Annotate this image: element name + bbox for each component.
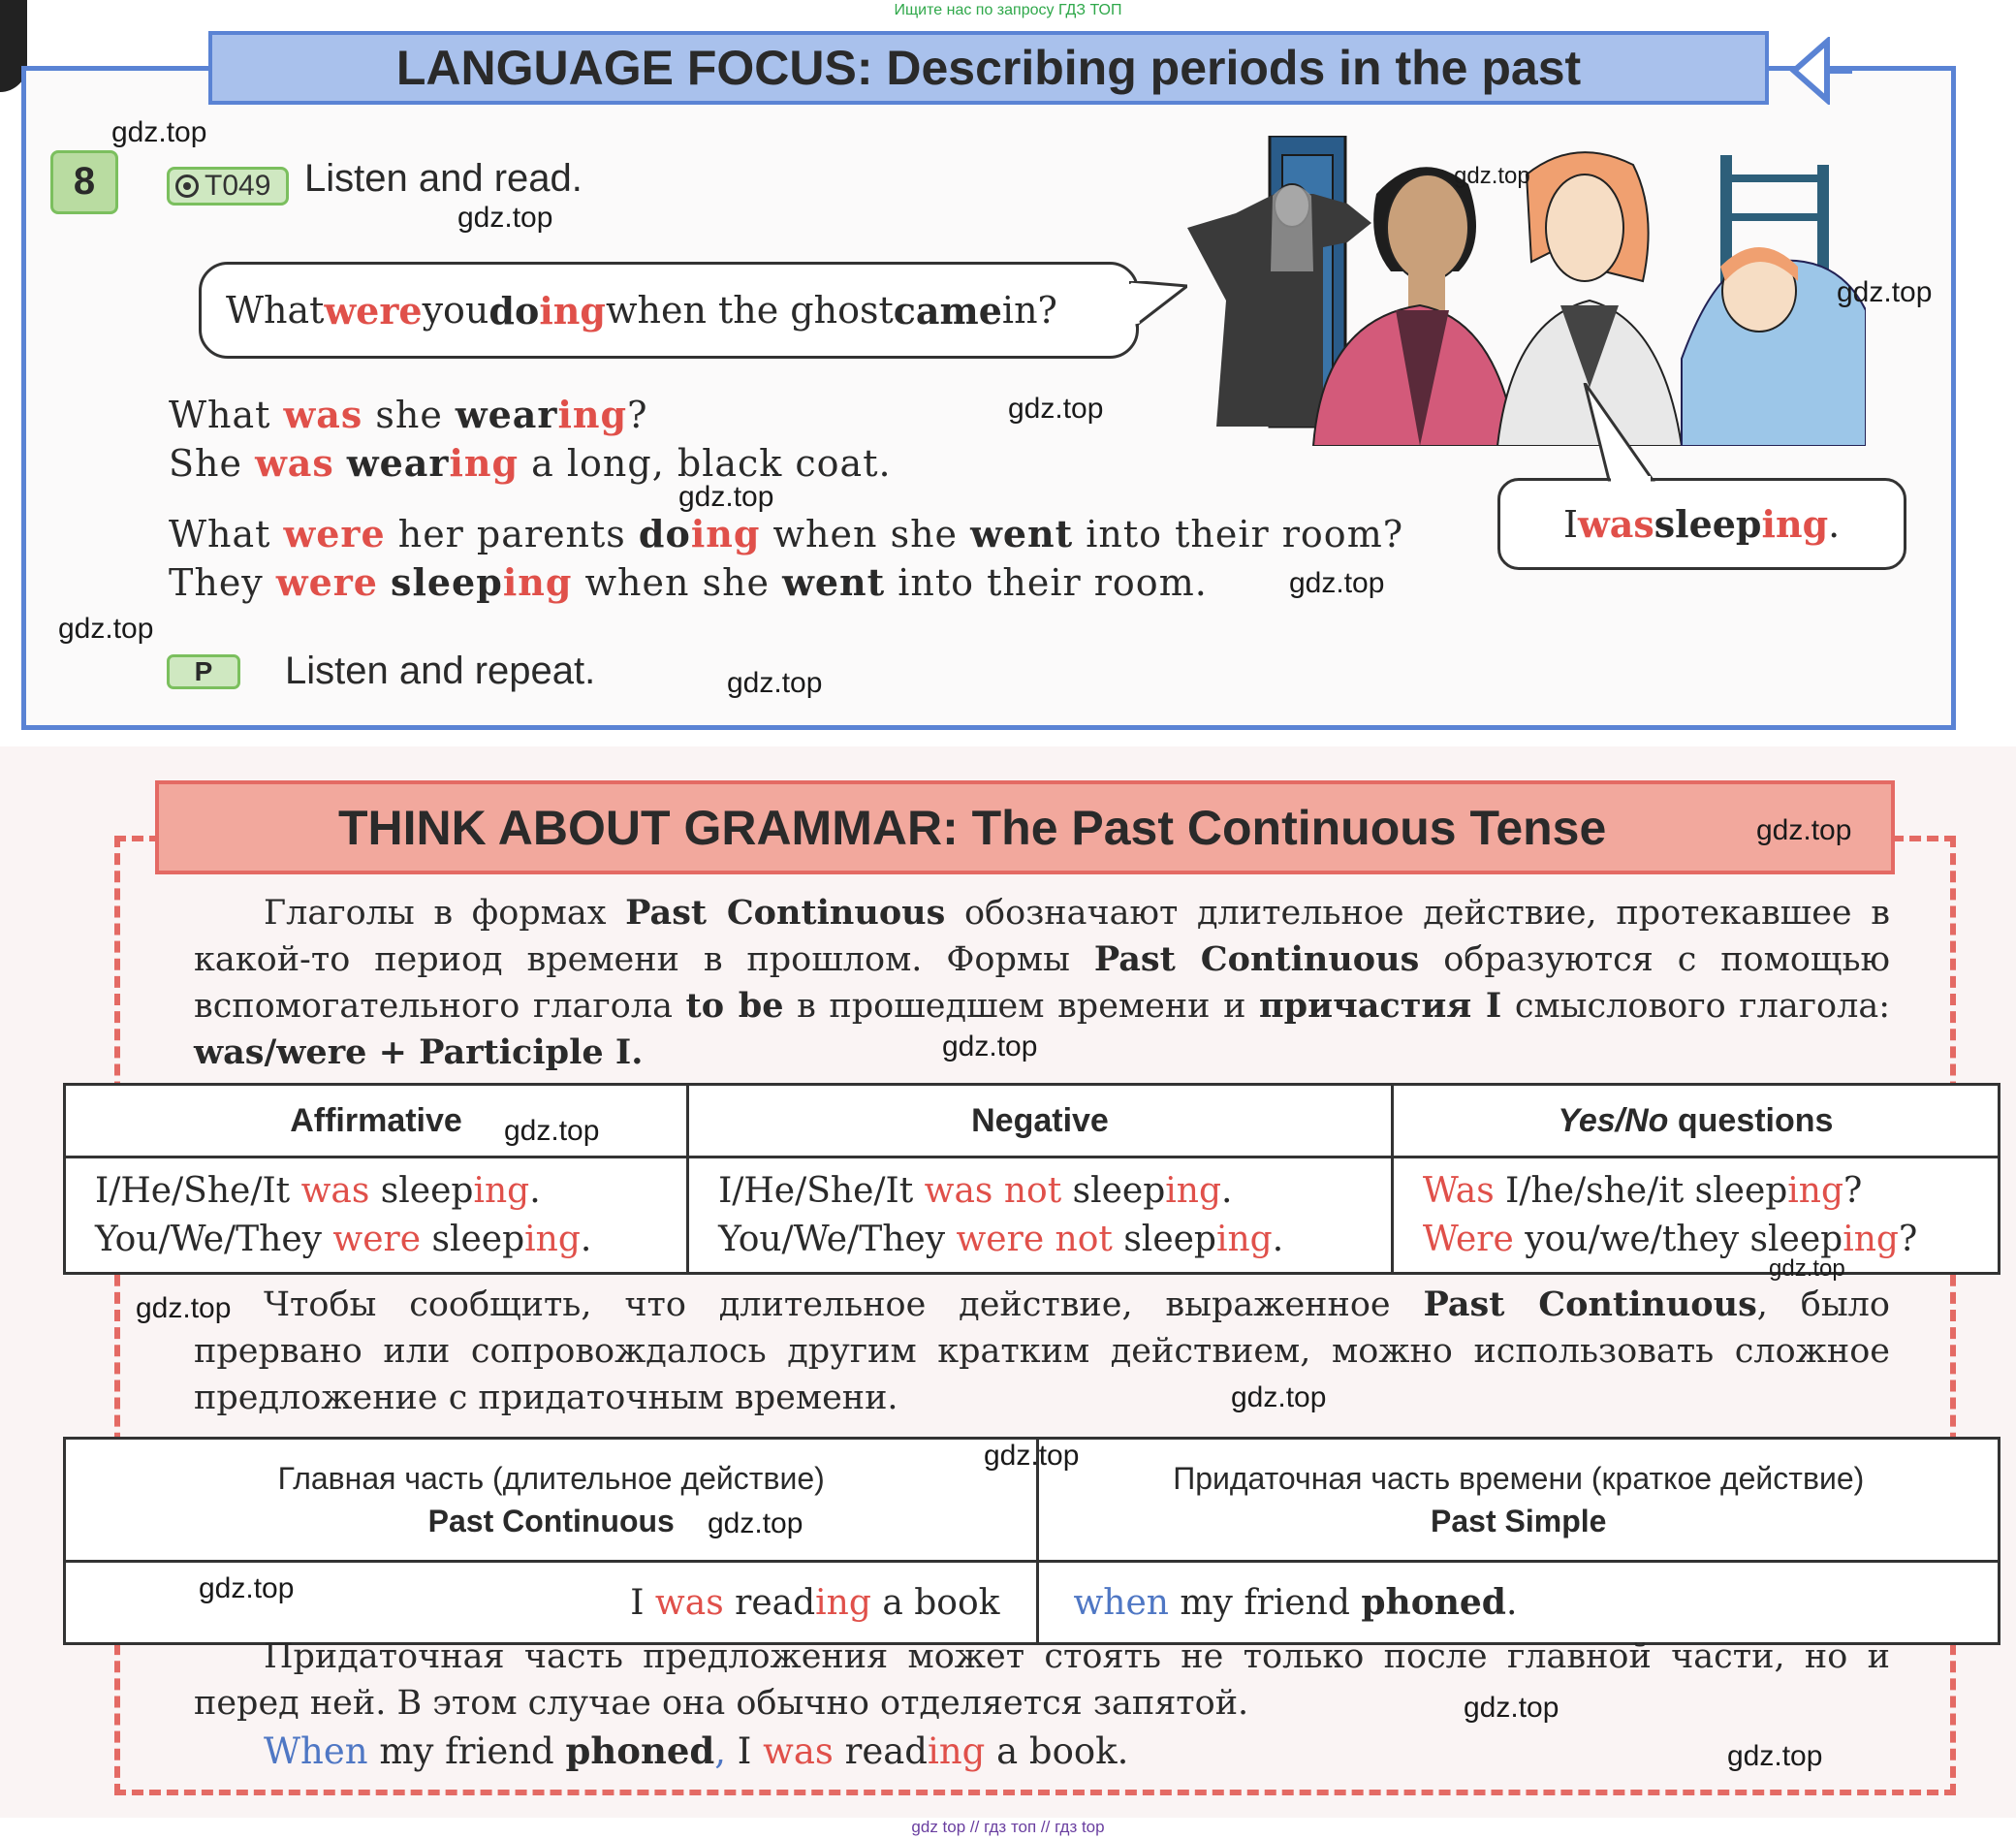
watermark: gdz.top [942, 1030, 1038, 1062]
text: when she [572, 561, 783, 604]
text-bold: sleep [1654, 502, 1762, 546]
watermark: gdz.top [727, 667, 823, 699]
text [378, 561, 391, 604]
text: I [1563, 502, 1579, 546]
watermark: gdz.top [1756, 814, 1852, 846]
top-banner: Ищите нас по запросу ГДЗ ТОП [894, 2, 1122, 18]
text [334, 442, 347, 485]
pronunciation-button[interactable]: P [167, 654, 240, 689]
text: . [1505, 1583, 1518, 1623]
audio-disc-icon [175, 174, 199, 198]
watermark: gdz.top [1454, 163, 1530, 189]
text-bold: do [638, 512, 691, 555]
watermark: gdz.top [111, 116, 207, 148]
audio-track-button[interactable] [167, 167, 289, 206]
text-highlight: were [275, 560, 378, 604]
main-clause-label: Главная часть (длительное действие) [277, 1461, 825, 1496]
text: when the ghost [605, 289, 894, 332]
text: в прошедшем времени и [783, 987, 1260, 1026]
text-highlight: was [300, 1170, 370, 1211]
text: . [529, 1170, 541, 1211]
text: What [169, 394, 284, 436]
affirmative-cell [65, 1157, 688, 1274]
text: You/We/They [718, 1219, 957, 1259]
text-highlight: ing [815, 1582, 871, 1623]
text-highlight: When [264, 1730, 368, 1772]
text: read [833, 1730, 928, 1772]
text: sleep [421, 1219, 525, 1259]
text: questions [1668, 1101, 1834, 1139]
text: into their room. [885, 561, 1208, 604]
text-highlight: ing [524, 1219, 581, 1259]
language-focus-title-bar [208, 31, 1769, 105]
text-highlight: were [332, 1219, 422, 1259]
example-line-3 [169, 512, 1403, 555]
text: . [580, 1219, 592, 1259]
text: sleep [1061, 1170, 1166, 1211]
text-highlight: ing [557, 393, 628, 436]
text-highlight: ing [539, 288, 606, 333]
text: her parents [385, 513, 639, 555]
text-highlight: ing [927, 1730, 986, 1772]
text: You/We/They [95, 1219, 333, 1259]
text-highlight: ing [1761, 502, 1829, 546]
text: sleep [369, 1170, 474, 1211]
bottom-banner: gdz top // гдз топ // гдз top [911, 1818, 1105, 1836]
text: They [169, 561, 276, 604]
instruction-listen-repeat: Listen and repeat. [285, 650, 596, 692]
text: образуются с помощью вспомогательного глагола [194, 940, 1890, 1026]
table-line [718, 1167, 1390, 1216]
text: she [362, 394, 456, 436]
grammar-title-bar [155, 780, 1895, 874]
text-highlight: , [714, 1730, 727, 1772]
text-bold: sleep [391, 560, 503, 604]
text-italic: Yes/No [1558, 1101, 1669, 1139]
text: a long, black coat. [519, 442, 892, 485]
text-highlight: when [1073, 1583, 1169, 1623]
main-clause-header [65, 1439, 1038, 1562]
text-highlight: ing [1215, 1219, 1273, 1259]
watermark: gdz.top [1837, 276, 1933, 308]
watermark: gdz.top [1464, 1692, 1559, 1724]
text-bold: went [782, 560, 886, 604]
text: my friend [1168, 1583, 1362, 1623]
watermark: gdz.top [457, 202, 553, 234]
text-bold: went [970, 512, 1074, 555]
text-highlight: was [763, 1730, 834, 1772]
text-bold: do [488, 288, 540, 333]
text: I/He/She/It [95, 1170, 301, 1211]
text: in? [1001, 289, 1057, 332]
text: Чтобы сообщить, что длительное действие, выраженное [264, 1285, 1424, 1324]
sub-clause-header [1038, 1439, 2000, 1562]
text-highlight: were [283, 512, 386, 555]
watermark: gdz.top [1231, 1381, 1327, 1413]
text: . [1272, 1219, 1284, 1259]
text-bold: was/were + Participle I. [194, 1032, 644, 1072]
column-header-questions [1392, 1085, 1999, 1157]
text: ? [1843, 1170, 1863, 1211]
speech-bubble-question [199, 262, 1139, 359]
watermark: gdz.top [1289, 567, 1385, 599]
text-highlight: was [654, 1582, 724, 1623]
watermark: gdz.top [984, 1440, 1080, 1472]
back-arrow-icon [1786, 37, 1854, 105]
text: ? [627, 394, 648, 436]
column-header-affirmative: Affirmative [65, 1085, 688, 1157]
text-bold: Past Continuous [1423, 1284, 1757, 1324]
text: into their room? [1073, 513, 1404, 555]
watermark: gdz.top [199, 1572, 295, 1604]
audio-track-code: T049 [205, 170, 271, 202]
text: read [723, 1582, 816, 1623]
text-highlight: Were [1422, 1219, 1514, 1259]
text: She [169, 442, 256, 485]
text: I/He/She/It [718, 1170, 925, 1211]
text: Глаголы в формах [264, 894, 626, 933]
watermark: gdz.top [1727, 1740, 1823, 1772]
exercise-number: 8 [50, 150, 118, 214]
table-line [1423, 1216, 1997, 1264]
text-highlight: was [283, 393, 363, 436]
watermark: gdz.top [1008, 393, 1104, 425]
text: обозначают длительное действие, протекавшее в какой-то период времени в прошлом. Формы [194, 894, 1890, 979]
text: , было прервано или сопровождалось другим кратким действием, можно использовать сложное предложение с придаточным времени. [194, 1285, 1890, 1417]
grammar-paragraph-3 [194, 1633, 1890, 1727]
text: . [1221, 1170, 1233, 1211]
text-highlight: were [324, 288, 423, 333]
text: I [630, 1582, 655, 1623]
sub-clause-label: Придаточная часть времени (краткое действие) [1173, 1461, 1865, 1496]
text-bold: wear [346, 441, 450, 485]
text-bold: to be [685, 986, 784, 1026]
table-line [1423, 1167, 1997, 1216]
questions-cell [1392, 1157, 1999, 1274]
text-highlight: Was [1422, 1170, 1495, 1211]
text-highlight: ing [473, 1170, 530, 1211]
watermark: gdz.top [1769, 1255, 1845, 1282]
text: you [422, 289, 489, 332]
text: What [226, 289, 325, 332]
final-example [264, 1728, 1960, 1775]
language-focus-title: LANGUAGE FOCUS: Describing periods in the past [395, 41, 1582, 95]
text: sleep [1112, 1219, 1216, 1259]
text-bold: Past Continuous [625, 893, 946, 933]
table-line [718, 1216, 1390, 1264]
watermark: gdz.top [708, 1507, 803, 1539]
table-line [95, 1167, 685, 1216]
watermark: gdz.top [504, 1115, 600, 1147]
text-highlight: was [255, 441, 334, 485]
text: you/we/they sleep [1513, 1219, 1843, 1259]
text-highlight: was [1578, 502, 1654, 546]
grammar-title: THINK ABOUT GRAMMAR: The Past Continuous Tense [338, 800, 1607, 855]
main-clause-tense: Past Continuous [427, 1504, 675, 1538]
text: . [1828, 502, 1841, 546]
text-highlight: ing [690, 512, 761, 555]
speech-bubble-answer [1497, 478, 1906, 570]
text: ? [1898, 1219, 1918, 1259]
conjugation-table [63, 1083, 2000, 1275]
text-bold: came [893, 288, 1002, 333]
text-bold: phoned [1361, 1582, 1506, 1623]
example-line-2 [169, 441, 892, 485]
sub-clause-tense: Past Simple [1431, 1504, 1607, 1538]
text-bold: Past Continuous [1093, 939, 1420, 979]
text-highlight: ing [449, 441, 520, 485]
text-highlight: ing [1787, 1170, 1844, 1211]
example-line-4 [169, 560, 1208, 604]
text-highlight: were not [956, 1219, 1113, 1259]
grammar-paragraph-2 [194, 1282, 1890, 1421]
instruction-listen-read: Listen and read. [304, 157, 583, 200]
text-highlight: was not [924, 1170, 1062, 1211]
example-line-1 [169, 393, 647, 436]
text: I [726, 1730, 764, 1772]
table-line [95, 1216, 685, 1264]
text: I/he/she/it sleep [1494, 1170, 1788, 1211]
negative-cell [688, 1157, 1393, 1274]
sub-clause-example [1038, 1562, 2000, 1644]
text: Придаточная часть предложения может стоять не только после главной части, но и перед ней. В этом случае она обычно отделяется запятой. [194, 1637, 1890, 1723]
text-bold: wear [455, 393, 558, 436]
text-highlight: ing [1165, 1170, 1222, 1211]
text-bold: phoned [565, 1729, 715, 1772]
text: смыслового глагола: [1501, 987, 1890, 1026]
text-highlight: ing [1843, 1219, 1899, 1259]
column-header-negative: Negative [688, 1085, 1393, 1157]
text-highlight: ing [502, 560, 573, 604]
bubble-tail [1580, 383, 1657, 482]
grammar-paragraph-1 [194, 890, 1890, 1076]
text: a book. [985, 1730, 1129, 1772]
watermark: gdz.top [678, 481, 774, 513]
text: my friend [367, 1730, 566, 1772]
text: What [169, 513, 284, 555]
watermark: gdz.top [136, 1292, 232, 1324]
watermark: gdz.top [58, 613, 154, 645]
text-bold: причастия I [1259, 986, 1502, 1026]
text: when she [760, 513, 971, 555]
text: a book [870, 1582, 1000, 1623]
